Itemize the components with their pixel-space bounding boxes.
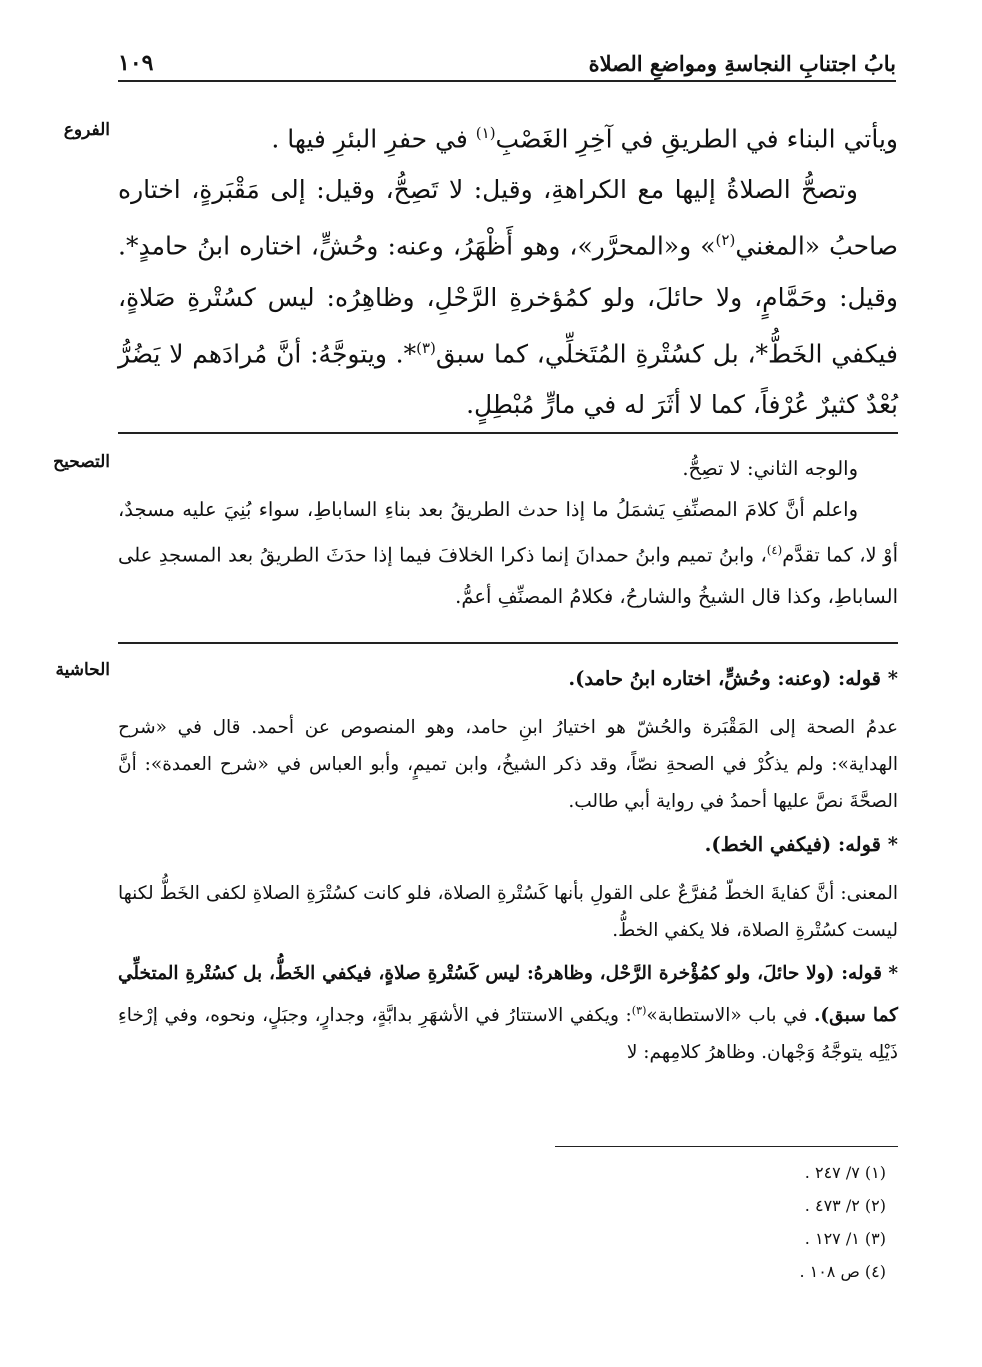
hashia-text-1: عدمُ الصحة إلى المَقْبَرة والحُشّ هو اختيارُ ابنِ حامد، وهو المنصوص عن أحمد. قال في «شرح الهداية»: ولم يذكُرْ في الصحةِ نصّاً، وقد ذكر الشيخُ، وابن تميمٍ، وأبو العباس في «شرح العمدة»: أنَّ الصحَّةَ نصَّ عليها أحمدُ في رواية أبي طالب. — [118, 717, 898, 812]
section-divider — [118, 642, 898, 644]
label-tashih: التصحيح — [53, 452, 110, 472]
footnote-ref: (٤) — [766, 543, 783, 557]
label-hashia: الحاشية — [55, 660, 110, 680]
furoo-section — [118, 108, 898, 430]
hashia-text-2: المعنى: أنَّ كفايةَ الخطّ مُفرَّعٌ على القولِ بأنها كَسُتْرةِ الصلاة، فلو كانت كسُتْرَةِ الصلاةِ لكفى الخَطُّ لكنها ليست كسُتْرةِ الصلاة، فلا يكفي الخطُّ. — [118, 883, 898, 941]
footnote-item: (٢) ٢/ ٤٧٣ . — [804, 1196, 886, 1215]
chapter-title: بابُ اجتنابِ النجاسةِ ومواضعِ الصلاة — [588, 51, 896, 76]
hashia-section — [118, 660, 898, 1071]
hashia-quote-2: * قوله: (فيكفي الخط). — [704, 833, 898, 856]
footnote-item: (٣) ١/ ١٢٧ . — [804, 1229, 886, 1248]
footnote-ref: (٣) — [416, 338, 436, 357]
footnote-ref: (١) — [475, 124, 496, 142]
star-icon: * — [888, 963, 898, 984]
label-furoo: الفروع — [63, 120, 110, 140]
footnote-ref: (٢) — [715, 231, 736, 250]
footnotes — [586, 1156, 886, 1288]
tashih-paragraph-1: والوجه الثاني: لا تصِحُّ. — [682, 457, 858, 480]
star-icon: * — [887, 833, 898, 856]
furoo-paragraph-2: وتصحُّ الصلاةُ إليها مع الكراهةِ، وقيل: لا تَصِحُّ، وقيل: إلى مَقْبَرةٍ، اختاره صاحبُ «المغني$^{(٢)}$» و«المحرَّر»، وهو أَظْهَرُ، وعنه: وحُشٍّ، اختاره ابنُ حامدٍ*. وقيل: وحَمَّامٍ، ولا حائلَ، ولو كمُؤخرةِ الرَّحْلِ، وظاهِرُه: ليس كسُتْرةِ صَلاةٍ، فيكفي الخَطُّ*، بل كسُتْرةِ المُتَخلِّي، كما سبق$^{(٣)}$*. ويتوجَّهُ: أنَّ مُرادَهم لا يَضُرُّ بُعْدٌ كثيرٌ عُرْفاً، كما لا أثَرَ له في مارٍّ مُبْطِلٍ. — [118, 175, 898, 419]
footnote-divider — [555, 1146, 898, 1147]
furoo-paragraph-1: ويأتي البناء في الطريقِ في آخِرِ الغَصْبِ$^{(١)}$ في حفرِ البئرِ فيها . — [271, 124, 898, 154]
page-number: ١٠٩ — [118, 50, 154, 76]
page-header — [118, 38, 896, 82]
footnote-ref: (٣) — [631, 1004, 647, 1017]
tashih-section — [118, 448, 898, 617]
hashia-quote-3: * قوله: (ولا حائلَ، ولو كمُؤْخرة الرَّحْل، وظاهرهُ: ليس كَسُتْرةِ صلاةٍ، فيكفي الخَطُّ، بل كسُتْرةِ المتخلِّي كما سبق). في باب «الاستطابة»$^{(٣)}$: ويكفي الاستتارُ في الأشهَرِ بدابَّةٍ، وجدارٍ، وجبَلٍ، ونحوه، وفي إرْخاءِ ذَيْلِه يتوجَّهُ وَجْهان. وظاهرُ كلامِهم: لا — [118, 963, 898, 1064]
hashia-quote-1: * قوله: (وعنه: وحُشٍّ، اختاره ابنُ حامد). — [568, 667, 898, 690]
footnote-item: (١) ٧/ ٢٤٧ . — [804, 1163, 886, 1182]
tashih-paragraph-2: واعلم أنَّ كلامَ المصنِّفِ يَشمَلُ ما إذا حدث الطريقُ بعد بناءِ الساباطِ، سواء بُنِيَ عليه مسجدٌ، أوْ لا، كما تقدَّم$^{(٤)}$، وابنُ تميم وابنُ حمدانَ إنما ذكرا الخلافَ فيما إذا حدَثَ الطريقُ بعد المسجدِ على الساباطِ، وكذا قال الشيخُ والشارحُ، فكلامُ المصنِّفِ أعمُّ. — [118, 498, 898, 608]
section-divider — [118, 432, 898, 434]
footnote-item: (٤) ص ١٠٨ . — [799, 1262, 886, 1281]
star-icon: * — [887, 667, 898, 690]
